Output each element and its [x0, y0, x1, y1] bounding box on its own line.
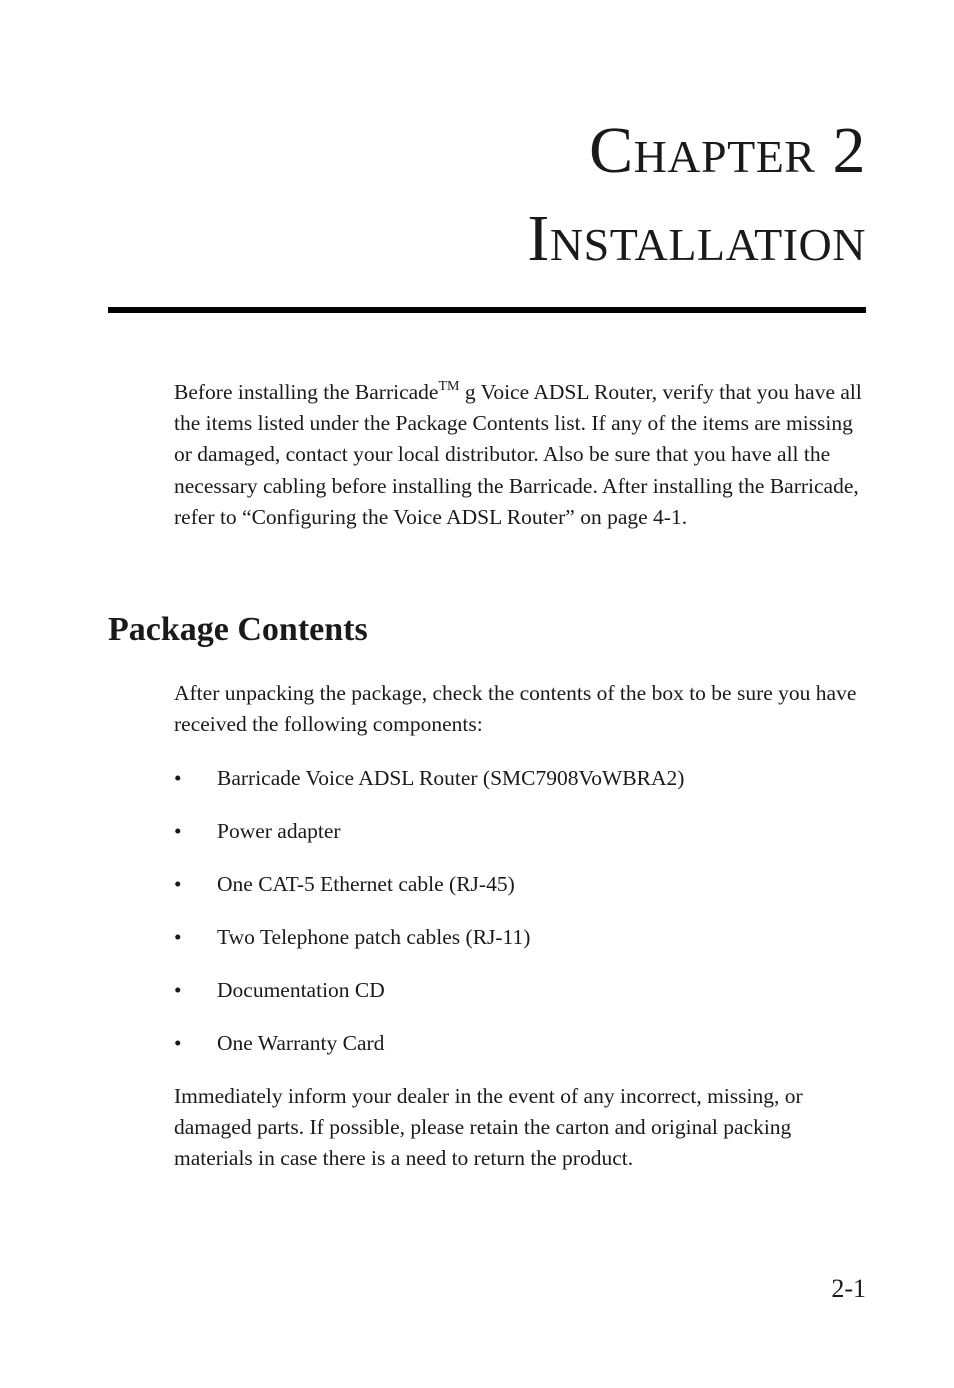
list-item [174, 1028, 868, 1081]
trademark-superscript: TM [438, 379, 460, 394]
bullet-icon: • [174, 766, 182, 790]
bullet-icon: • [174, 872, 182, 896]
list-item-text: One Warranty Card [217, 1031, 385, 1055]
package-contents-list [174, 763, 868, 1081]
section-intro-paragraph: After unpacking the package, check the contents of the box to be sure you have received the following components: [174, 681, 857, 737]
intro-text-before: Before installing the Barricade [174, 380, 439, 404]
list-item [174, 922, 868, 975]
list-item-text: Barricade Voice ADSL Router (SMC7908VoWBRA2) [217, 766, 685, 790]
bullet-icon: • [174, 978, 182, 1002]
bullet-icon: • [174, 819, 182, 843]
page-number: 2-1 [831, 1274, 866, 1303]
list-item [174, 763, 868, 816]
chapter-divider [108, 307, 866, 313]
chapter-header [527, 114, 866, 275]
list-item-text: Documentation CD [217, 978, 385, 1002]
bullet-icon: • [174, 1031, 182, 1055]
list-item [174, 816, 868, 869]
chapter-title: Installation [527, 202, 866, 275]
chapter-number: Chapter 2 [589, 114, 866, 187]
closing-paragraph: Immediately inform your dealer in the event of any incorrect, missing, or damaged parts. If possible, please retain the carton and original packing materials in case there is a need to return the product. [174, 1084, 803, 1171]
list-item-text: Power adapter [217, 819, 341, 843]
intro-text-after: g Voice ADSL Router, verify that you have all the items listed under the Package Contents list. If any of the items are missing or damaged, contact your local distributor. Also be sure that you have all the necessary cabling before installing the Barricade. After installing the Barricade, refer to “Configuring the Voice ADSL Router” on page 4-1. [174, 380, 862, 529]
intro-paragraph [174, 377, 868, 533]
section-heading: Package Contents [108, 611, 368, 648]
bullet-icon: • [174, 925, 182, 949]
list-item-text: One CAT-5 Ethernet cable (RJ-45) [217, 872, 515, 896]
list-item-text: Two Telephone patch cables (RJ-11) [217, 925, 531, 949]
list-item [174, 869, 868, 922]
list-item [174, 975, 868, 1028]
